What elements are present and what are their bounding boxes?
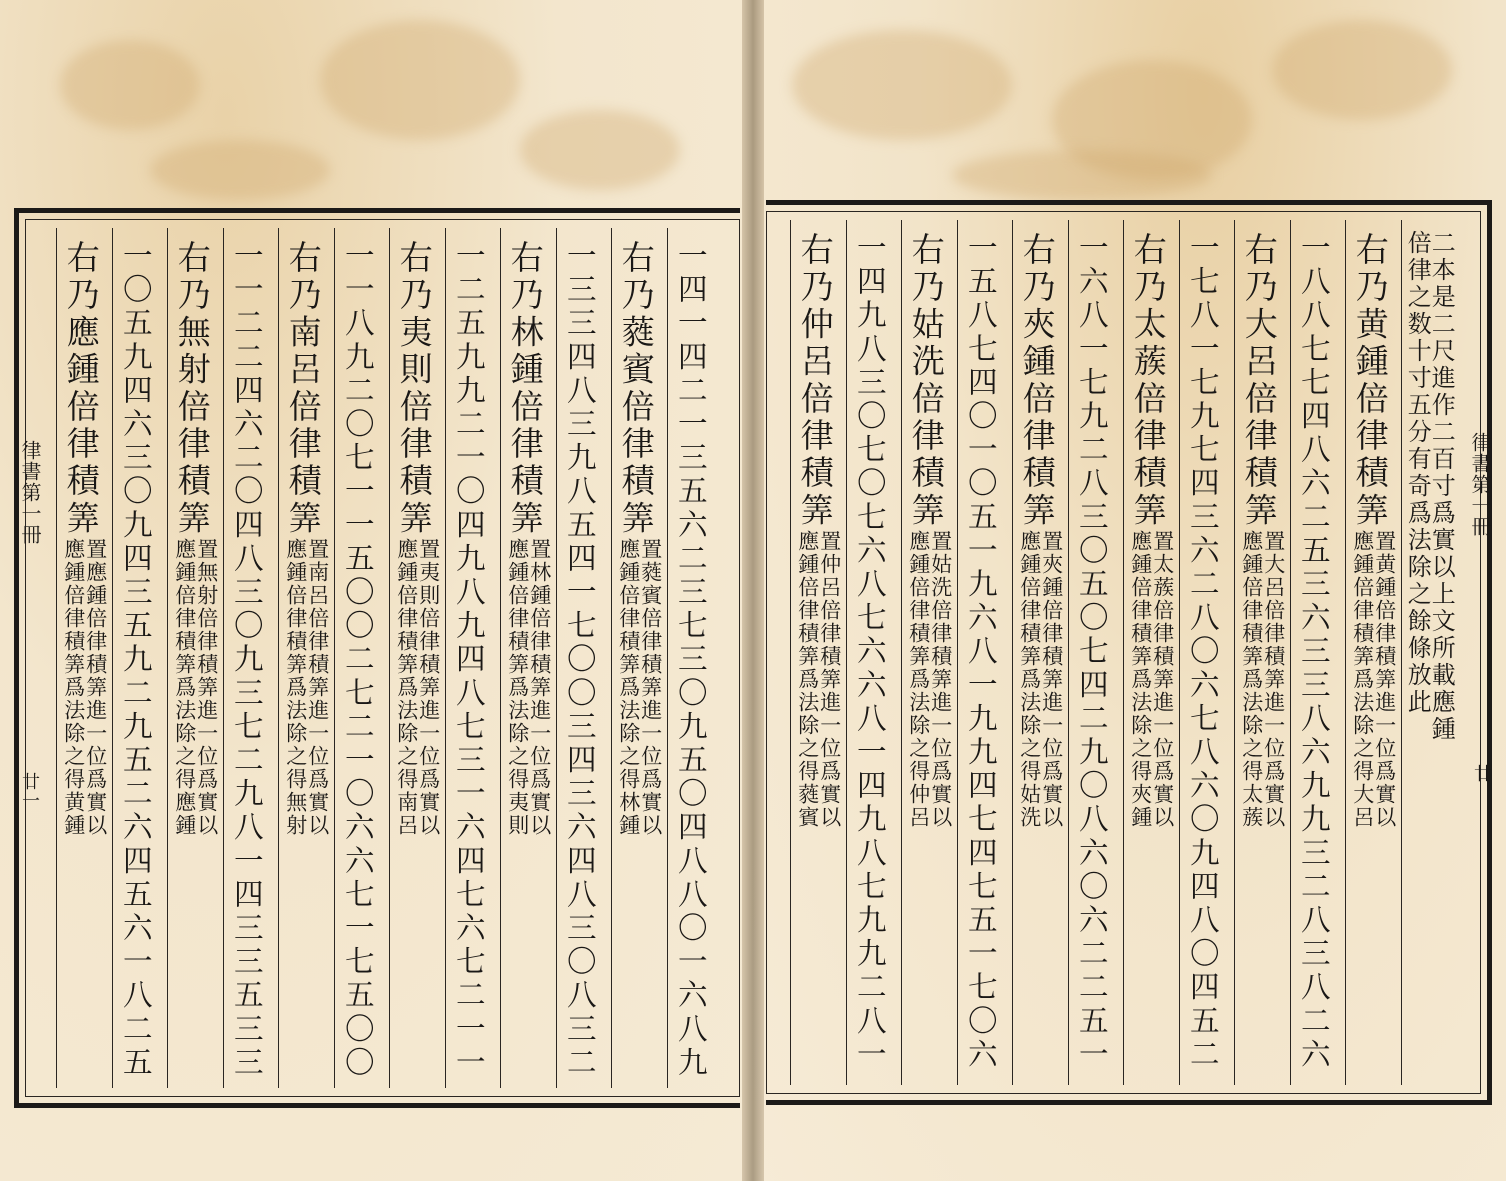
column-rule (278, 228, 279, 1088)
annotation-column: 置林鍾倍律積筭進一位爲實以 (527, 537, 552, 837)
annotation-column: 置無射倍律積筭進一位爲實以 (194, 537, 219, 837)
number-column: 一八八七七四八六二五三六三三八六九九三二八三八二六 (1296, 232, 1331, 1072)
column-rule (1012, 220, 1013, 1085)
annotation-column: 置姑洗倍律積筭進一位爲實以 (928, 529, 953, 829)
annotation-column: 應鍾倍律積筭爲法除之得仲呂 (906, 529, 931, 829)
annotation-column: 置夷則倍律積筭進一位爲實以 (416, 537, 441, 837)
number-column: 一三三四八三九八五四一七〇〇三四三六四八三〇八三二 (562, 240, 597, 1080)
heading-column: 右乃應鍾倍律積筭 (61, 240, 101, 538)
annotation-column: 置太蔟倍律積筭進一位爲實以 (1150, 529, 1175, 829)
heading-column: 右乃蕤賓倍律積筭 (616, 240, 656, 538)
number-column: 一四一四二一三五六二三七三〇九五〇四八八〇一六八九 (673, 240, 708, 1080)
heading-column: 右乃太蔟倍律積筭 (1128, 232, 1168, 530)
column-rule (112, 228, 113, 1088)
right-margin-title: 律書第一冊 (1468, 432, 1492, 537)
annotation-column: 二本是二尺進作二百寸爲實以上文所載應鍾 (1427, 230, 1456, 743)
number-column: 一二五九九二一〇四九八九四八七三一六四七六七二一一 (451, 240, 486, 1080)
right-folio: 廿 (1471, 764, 1492, 783)
column-rule (1401, 220, 1402, 1085)
column-rule (334, 228, 335, 1088)
annotation-column: 置黄鍾倍律積筭進一位爲實以 (1372, 529, 1397, 829)
column-rule (1290, 220, 1291, 1085)
heading-column: 右乃無射倍律積筭 (172, 240, 212, 538)
number-column: 一一八九二〇七一一五〇〇二七二一〇六六七一七五〇〇 (340, 240, 375, 1080)
column-rule (1123, 220, 1124, 1085)
heading-column: 右乃南呂倍律積筭 (283, 240, 323, 538)
number-column: 一四九八三〇七〇七六八七六六八一四九八七九九二八一 (852, 232, 887, 1072)
annotation-column: 應鍾倍律積筭爲法除之得大呂 (1350, 529, 1375, 829)
annotation-column: 應鍾倍律積筭爲法除之得夷則 (505, 537, 530, 837)
column-rule (957, 220, 958, 1085)
number-column: 一一二二四六二〇四八三〇九三七二九八一四三三五三三 (229, 240, 264, 1080)
annotation-column: 應鍾倍律積筭爲法除之得黄鍾 (61, 537, 86, 837)
column-rule (846, 220, 847, 1085)
heading-column: 右乃林鍾倍律積筭 (505, 240, 545, 538)
heading-column: 右乃仲呂倍律積筭 (795, 232, 835, 530)
annotation-column: 置仲呂倍律積筭進一位爲實以 (817, 529, 842, 829)
column-rule (611, 228, 612, 1088)
annotation-column: 應鍾倍律積筭爲法除之得應鍾 (172, 537, 197, 837)
heading-column: 右乃夷則倍律積筭 (394, 240, 434, 538)
annotation-column: 置夾鍾倍律積筭進一位爲實以 (1039, 529, 1064, 829)
annotation-column: 應鍾倍律積筭爲法除之得姑洗 (1017, 529, 1042, 829)
annotation-column: 置蕤賓倍律積筭進一位爲實以 (638, 537, 663, 837)
column-rule (56, 228, 57, 1088)
column-rule (167, 228, 168, 1088)
left-folio: 廿一 (19, 772, 40, 810)
annotation-column: 應鍾倍律積筭爲法除之得南呂 (394, 537, 419, 837)
column-rule (556, 228, 557, 1088)
number-column: 一六八一七九二八三〇五〇七四二九〇八六〇六二二五一 (1074, 232, 1109, 1072)
annotation-column: 應鍾倍律積筭爲法除之得蕤賓 (795, 529, 820, 829)
column-rule (1179, 220, 1180, 1085)
number-column: 一〇五九四六三〇九四三五九二九五二六四五六一八二五 (118, 240, 153, 1080)
number-column: 一五八七四〇一〇五一九六八一九九四七四七五一七〇六 (963, 232, 998, 1072)
heading-column: 右乃姑洗倍律積筭 (906, 232, 946, 530)
column-rule (445, 228, 446, 1088)
book-gutter (742, 0, 764, 1181)
right-page (752, 0, 1506, 1181)
annotation-column: 置南呂倍律積筭進一位爲實以 (305, 537, 330, 837)
annotation-column: 置大呂倍律積筭進一位爲實以 (1261, 529, 1286, 829)
number-column: 一七八一七九七四三六二八〇六七八六〇九四八〇四五二 (1185, 232, 1220, 1072)
column-rule (667, 228, 668, 1088)
left-page (0, 0, 752, 1181)
left-margin-title: 律書第一冊 (18, 440, 42, 545)
column-rule (1068, 220, 1069, 1085)
heading-column: 右乃大呂倍律積筭 (1239, 232, 1279, 530)
heading-column: 右乃夾鍾倍律積筭 (1017, 232, 1057, 530)
column-rule (223, 228, 224, 1088)
column-rule (1345, 220, 1346, 1085)
annotation-column: 倍律之数十寸五分有奇爲法除之餘條放此 (1403, 230, 1432, 716)
column-rule (901, 220, 902, 1085)
heading-column: 右乃黄鍾倍律積筭 (1350, 232, 1390, 530)
annotation-column: 應鍾倍律積筭爲法除之得太蔟 (1239, 529, 1264, 829)
column-rule (1234, 220, 1235, 1085)
column-rule (790, 220, 791, 1085)
annotation-column: 應鍾倍律積筭爲法除之得林鍾 (616, 537, 641, 837)
annotation-column: 應鍾倍律積筭爲法除之得無射 (283, 537, 308, 837)
column-rule (500, 228, 501, 1088)
annotation-column: 應鍾倍律積筭爲法除之得夾鍾 (1128, 529, 1153, 829)
annotation-column: 置應鍾倍律積筭進一位爲實以 (83, 537, 108, 837)
column-rule (389, 228, 390, 1088)
